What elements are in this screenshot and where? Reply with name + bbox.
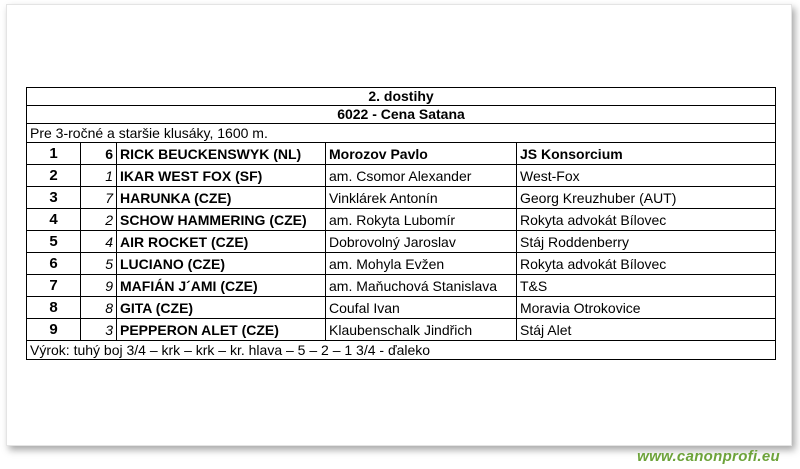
start-number: 3 (81, 319, 117, 341)
finish-place: 8 (27, 297, 81, 319)
horse-name: MAFIÁN J´AMI (CZE) (117, 275, 326, 297)
start-number: 7 (81, 187, 117, 209)
driver-name: am. Csomor Alexander (326, 165, 517, 187)
finish-place: 5 (27, 231, 81, 253)
race-results-table (26, 87, 776, 360)
result-row (27, 297, 776, 319)
driver-name: Coufal Ivan (326, 297, 517, 319)
driver-name: Vinklárek Antonín (326, 187, 517, 209)
owner-name: Moravia Otrokovice (517, 297, 776, 319)
finish-place: 6 (27, 253, 81, 275)
horse-name: RICK BEUCKENSWYK (NL) (117, 143, 326, 165)
owner-name: Rokyta advokát Bílovec (517, 209, 776, 231)
race-title: 2. dostihy (27, 88, 776, 106)
race-conditions: Pre 3-ročné a staršie klusáky, 1600 m. (27, 124, 776, 143)
driver-name: Klaubenschalk Jindřich (326, 319, 517, 341)
start-number: 6 (81, 143, 117, 165)
owner-name: JS Konsorcium (517, 143, 776, 165)
driver-name: am. Rokyta Lubomír (326, 209, 517, 231)
result-row (27, 165, 776, 187)
result-row (27, 143, 776, 165)
start-number: 2 (81, 209, 117, 231)
owner-name: Georg Kreuzhuber (AUT) (517, 187, 776, 209)
finish-place: 2 (27, 165, 81, 187)
start-number: 5 (81, 253, 117, 275)
driver-name: am. Mohyla Evžen (326, 253, 517, 275)
race-verdict: Výrok: tuhý boj 3/4 – krk – krk – kr. hlava – 5 – 2 – 1 3/4 - ďaleko (27, 341, 776, 360)
start-number: 1 (81, 165, 117, 187)
owner-name: T&S (517, 275, 776, 297)
owner-name: West-Fox (517, 165, 776, 187)
finish-place: 9 (27, 319, 81, 341)
result-row (27, 209, 776, 231)
horse-name: GITA (CZE) (117, 297, 326, 319)
horse-name: HARUNKA (CZE) (117, 187, 326, 209)
owner-name: Stáj Roddenberry (517, 231, 776, 253)
race-name: 6022 - Cena Satana (27, 106, 776, 124)
owner-name: Stáj Alet (517, 319, 776, 341)
start-number: 4 (81, 231, 117, 253)
driver-name: Dobrovolný Jaroslav (326, 231, 517, 253)
finish-place: 1 (27, 143, 81, 165)
horse-name: PEPPERON ALET (CZE) (117, 319, 326, 341)
result-row (27, 275, 776, 297)
result-row (27, 231, 776, 253)
result-row (27, 319, 776, 341)
horse-name: IKAR WEST FOX (SF) (117, 165, 326, 187)
horse-name: AIR ROCKET (CZE) (117, 231, 326, 253)
finish-place: 7 (27, 275, 81, 297)
horse-name: SCHOW HAMMERING (CZE) (117, 209, 326, 231)
start-number: 9 (81, 275, 117, 297)
horse-name: LUCIANO (CZE) (117, 253, 326, 275)
watermark: www.canonprofi.eu (637, 448, 780, 465)
result-row (27, 253, 776, 275)
driver-name: Morozov Pavlo (326, 143, 517, 165)
finish-place: 4 (27, 209, 81, 231)
result-row (27, 187, 776, 209)
finish-place: 3 (27, 187, 81, 209)
driver-name: am. Maňuchová Stanislava (326, 275, 517, 297)
owner-name: Rokyta advokát Bílovec (517, 253, 776, 275)
start-number: 8 (81, 297, 117, 319)
